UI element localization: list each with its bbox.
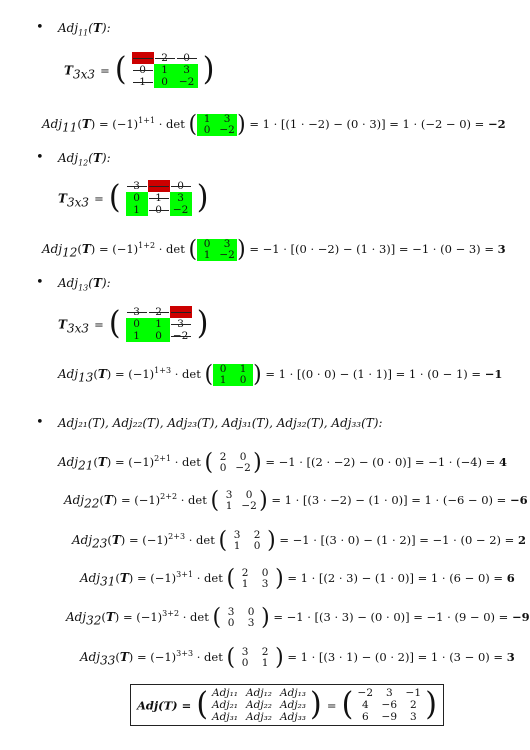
matrix-cell: 0 <box>170 306 192 318</box>
result-value: 3 <box>497 242 506 256</box>
matrix-cell: −2 <box>170 204 192 216</box>
matrix-cell: Adj₁₃ <box>280 687 307 699</box>
matrix-cell: Adj₂₁ <box>212 699 239 711</box>
matrix-cell: 2 <box>148 180 170 192</box>
bullet: • <box>36 275 44 290</box>
result-value: −1 <box>484 367 503 381</box>
matrix-cell: 0 <box>132 64 154 76</box>
minor-determinant <box>213 452 253 474</box>
matrix-t-3: $T_{3x3}$ = ( 3 2 0 0 1 3 1 0 −2 ) <box>58 305 209 342</box>
det-cell: 1 <box>233 540 241 552</box>
det-cell: 1 <box>203 113 211 125</box>
minor-determinant <box>219 490 259 512</box>
matrix-cell: 1 <box>126 330 148 342</box>
det-cell: 1 <box>239 363 247 375</box>
det-cell: 0 <box>227 617 235 629</box>
det-cell: 2 <box>219 451 227 463</box>
matrix-cell: −2 <box>176 76 198 88</box>
equation-adj23: $Adj_{23}(T) = (-1)^{2+3} \cdot \det$ ( 3 2 1 0 ) = −1 · [(3 · 0) − (1 · 2)] = −1 · (0 − 2) = 2 <box>72 527 526 554</box>
matrix-cell: Adj₃₂ <box>246 711 273 723</box>
matrix-cell: Adj₂₃ <box>280 699 307 711</box>
matrix-cell: 3 <box>126 306 148 318</box>
matrix-cell: 3 <box>132 52 154 64</box>
matrix-cell: 3 <box>176 64 198 76</box>
bullet: • <box>36 150 44 165</box>
matrix-cell: 0 <box>126 318 148 330</box>
det-cell: 0 <box>219 363 227 375</box>
det-cell: −2 <box>219 124 235 136</box>
det-cell: 3 <box>247 617 255 629</box>
minor-determinant <box>235 647 275 669</box>
equation-adj22: $Adj_{22}(T) = (-1)^{2+2} \cdot \det$ ( 3 0 1 −2 ) = 1 · [(3 · −2) − (1 · 0)] = 1 · (−6 − 0) = −6 <box>64 487 528 514</box>
section-heading-adj11: Adj$_{11}$(T): <box>58 21 111 38</box>
matrix-cell: −9 <box>381 711 398 723</box>
matrix-cell: Adj₃₃ <box>280 711 307 723</box>
equation-adj21: $Adj_{21}(T) = (-1)^{2+1} \cdot \det$ ( 2 0 0 −2 ) = −1 · [(2 · −2) − (0 · 0)] = −1 · (−4) = 4 <box>58 449 507 476</box>
det-cell: 1 <box>219 374 227 386</box>
det-cell: 1 <box>261 657 269 669</box>
matrix-cell: 4 <box>361 699 369 711</box>
matrix-cell: Adj₂₂ <box>246 699 273 711</box>
det-cell: 0 <box>245 489 253 501</box>
minor-determinant <box>197 114 237 136</box>
matrix-cell: 2 <box>148 306 170 318</box>
section-heading-adj12: Adj$_{12}$(T): <box>58 151 111 168</box>
bullet: • <box>36 415 44 430</box>
minor-determinant <box>213 364 253 386</box>
matrix-t-1: $T_{3x3}$ = ( 3 2 0 0 1 3 1 0 −2 ) <box>64 51 215 88</box>
result-value: 3 <box>506 650 515 664</box>
det-cell: 3 <box>227 606 235 618</box>
matrix-cell: 2 <box>154 52 176 64</box>
det-cell: 0 <box>247 606 255 618</box>
det-cell: 3 <box>233 529 241 541</box>
det-cell: −2 <box>241 500 257 512</box>
matrix-cell: −2 <box>170 330 192 342</box>
matrix-cell: −1 <box>405 687 422 699</box>
matrix-cell: 0 <box>176 52 198 64</box>
result-value: 4 <box>498 455 507 469</box>
equation-adj12: $Adj_{12}(T) = (-1)^{1+2} \cdot \det$ ( 0 3 1 −2 ) = −1 · [(0 · −2) − (1 · 3)] = −1 · (0 − 3) = 3 <box>42 236 506 263</box>
det-cell: 3 <box>225 489 233 501</box>
det-cell: 0 <box>219 462 227 474</box>
matrix-cell: 1 <box>148 318 170 330</box>
matrix-cell: Adj₃₁ <box>212 711 239 723</box>
matrix-cell: 0 <box>148 330 170 342</box>
minor-determinant <box>227 530 267 552</box>
det-cell: −2 <box>235 462 251 474</box>
adj-label: Adj(T) = <box>137 698 192 713</box>
matrix-cell: −6 <box>381 699 398 711</box>
det-cell: 0 <box>203 238 211 250</box>
det-cell: 1 <box>241 578 249 590</box>
det-cell: 2 <box>261 646 269 658</box>
matrix-cell: 0 <box>148 204 170 216</box>
final-adjugate-box: Adj(T) = ( Adj₁₁ Adj₁₂ Adj₁₃ Adj₂₁ Adj₂₂ Adj₂₃ Adj₃₁ Adj₃₂ Adj₃₃ ) = ( −2 3 −1 4 −6 2 6 −9 3 ) <box>130 684 444 726</box>
matrix-cell: −2 <box>357 687 374 699</box>
det-cell: 0 <box>203 124 211 136</box>
det-cell: 0 <box>241 657 249 669</box>
equation-adj13: $Adj_{13}(T) = (-1)^{1+3} \cdot \det$ ( 0 1 1 0 ) = 1 · [(0 · 0) − (1 · 1)] = 1 · (0 − 1) = −1 <box>58 361 503 388</box>
det-cell: 1 <box>203 249 211 261</box>
minor-determinant <box>235 568 275 590</box>
det-cell: 0 <box>253 540 261 552</box>
det-cell: 0 <box>239 451 247 463</box>
matrix-cell: 0 <box>170 180 192 192</box>
matrix-cell: 3 <box>385 687 393 699</box>
matrix-cell: Adj₁₁ <box>212 687 239 699</box>
matrix-cell: 1 <box>126 204 148 216</box>
det-cell: 2 <box>241 567 249 579</box>
matrix-cell: Adj₁₂ <box>246 687 273 699</box>
bullet: • <box>36 20 44 35</box>
matrix-cell: 6 <box>361 711 369 723</box>
matrix-cell: 3 <box>170 192 192 204</box>
matrix-cell: 3 <box>409 711 417 723</box>
matrix-cell: 1 <box>132 76 154 88</box>
result-value: −6 <box>509 493 528 507</box>
result-value: −9 <box>511 610 530 624</box>
section-heading-remaining: Adj₂₁(T), Adj₂₂(T), Adj₂₃(T), Adj₃₁(T), Adj₃₂(T), Adj₃₃(T): <box>58 416 383 430</box>
det-cell: 3 <box>261 578 269 590</box>
det-cell: −2 <box>219 249 235 261</box>
matrix-t-2: $T_{3x3}$ = ( 3 2 0 0 1 3 1 0 −2 ) <box>58 179 209 216</box>
minor-determinant <box>197 239 237 261</box>
det-cell: 2 <box>253 529 261 541</box>
equation-adj32: $Adj_{32}(T) = (-1)^{3+2} \cdot \det$ ( 3 0 0 3 ) = −1 · [(3 · 3) − (0 · 0)] = −1 · (9 − 0) = −9 <box>66 604 530 631</box>
matrix-cell: 0 <box>154 76 176 88</box>
matrix-cell: 1 <box>148 192 170 204</box>
minor-determinant <box>221 607 261 629</box>
equation-adj11: $Adj_{11}(T) = (-1)^{1+1} \cdot \det$ ( 1 3 0 −2 ) = 1 · [(1 · −2) − (0 · 3)] = 1 · (−2 − 0) = −2 <box>42 111 506 138</box>
equation-adj33: $Adj_{33}(T) = (-1)^{3+3} \cdot \det$ ( 3 2 0 1 ) = 1 · [(3 · 1) − (0 · 2)] = 1 · (3 − 0) = 3 <box>80 644 515 671</box>
result-value: −2 <box>487 117 506 131</box>
det-cell: 0 <box>239 374 247 386</box>
det-cell: 0 <box>261 567 269 579</box>
det-cell: 3 <box>223 238 231 250</box>
result-value: 6 <box>506 571 515 585</box>
symbolic-matrix <box>208 687 310 723</box>
matrix-cell: 2 <box>409 699 417 711</box>
det-cell: 3 <box>241 646 249 658</box>
value-matrix <box>353 687 425 723</box>
result-value: 2 <box>517 533 526 547</box>
matrix-cell: 3 <box>126 180 148 192</box>
matrix-cell: 3 <box>170 318 192 330</box>
matrix-cell: 1 <box>154 64 176 76</box>
det-cell: 3 <box>223 113 231 125</box>
equation-adj31: $Adj_{31}(T) = (-1)^{3+1} \cdot \det$ ( 2 0 1 3 ) = 1 · [(2 · 3) − (1 · 0)] = 1 · (6 − 0) = 6 <box>80 565 515 592</box>
det-cell: 1 <box>225 500 233 512</box>
section-heading-adj13: Adj$_{13}$(T): <box>58 276 111 293</box>
matrix-cell: 0 <box>126 192 148 204</box>
